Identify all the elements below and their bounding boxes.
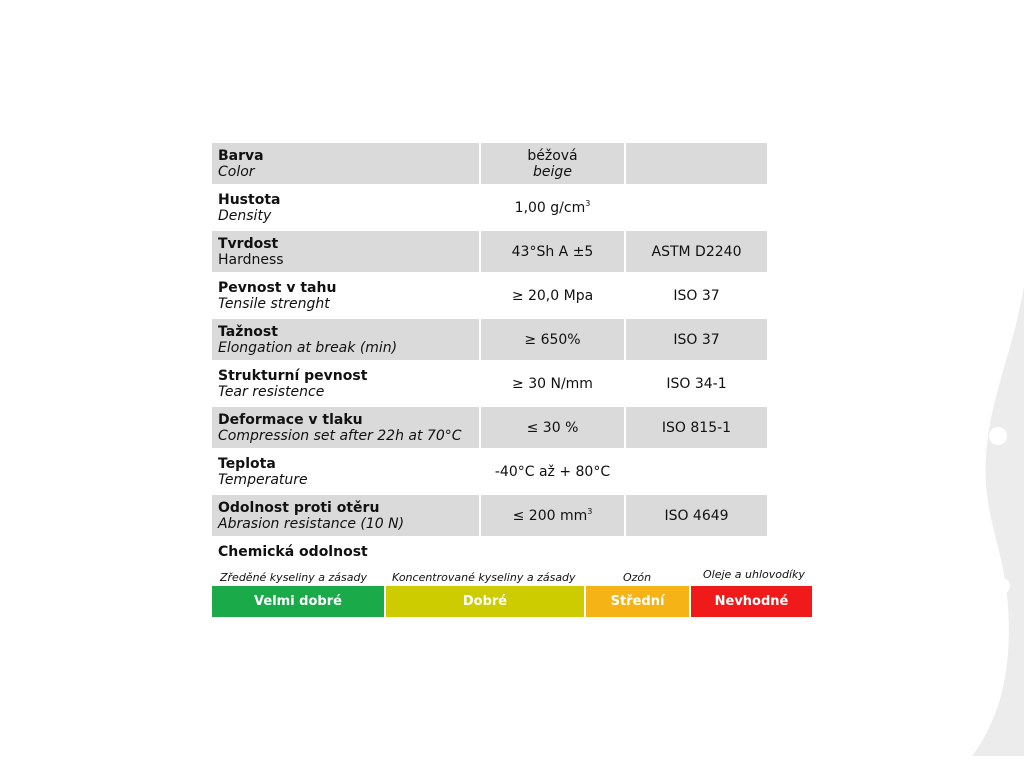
property-row [212, 187, 767, 228]
property-value-text: ≤ 200 mm [512, 507, 588, 524]
property-standard: ASTM D2240 [626, 231, 767, 272]
property-value [481, 464, 624, 480]
media-label-ozone: Ozón [623, 571, 652, 584]
property-value-text: ≥ 20,0 Mpa [511, 287, 594, 304]
rating-good: Dobré [386, 586, 584, 617]
property-value [481, 376, 624, 392]
property-standard [626, 451, 767, 492]
property-value-text: ≥ 650% [524, 331, 581, 348]
property-row [212, 231, 767, 272]
property-standard: ISO 815-1 [626, 407, 767, 448]
property-name-cz: Strukturní pevnost [218, 367, 368, 384]
property-row [212, 143, 767, 184]
property-name-en: Temperature [218, 471, 308, 488]
property-name-en: Density [218, 207, 272, 224]
property-name-cz: Teplota [218, 455, 276, 472]
property-value [481, 288, 624, 304]
property-row [212, 451, 767, 492]
property-name-cz: Tvrdost [218, 235, 279, 252]
property-value-en: beige [533, 163, 572, 180]
property-name-en: Hardness [218, 251, 284, 268]
property-name-cell [212, 363, 481, 404]
property-name-cell [212, 275, 481, 316]
property-name-cell [212, 231, 481, 272]
property-value-text: béžová [527, 147, 578, 164]
property-value-text: ≤ 30 % [526, 419, 579, 436]
property-standard: ISO 37 [626, 275, 767, 316]
rating-unsuitable: Nevhodné [691, 586, 812, 617]
property-name-cell [212, 319, 481, 360]
property-value-cell [481, 407, 626, 448]
rating-medium: Střední [586, 586, 689, 617]
property-row [212, 363, 767, 404]
property-name-cz: Odolnost proti otěru [218, 499, 380, 516]
property-value-text: -40°C až + 80°C [494, 463, 611, 480]
property-value-cell [481, 231, 626, 272]
property-row [212, 319, 767, 360]
property-name-en: Tear resistence [218, 383, 325, 400]
property-row [212, 275, 767, 316]
chemical-rating-bar [212, 586, 812, 617]
property-name-cz: Pevnost v tahu [218, 279, 337, 296]
property-name-cz: Barva [218, 147, 264, 164]
property-value [481, 508, 624, 524]
property-value [481, 244, 624, 260]
brand-watermark [912, 286, 1024, 756]
property-value [481, 200, 624, 216]
property-standard: ISO 4649 [626, 495, 767, 536]
property-name-cell [212, 143, 481, 184]
property-value-text: ≥ 30 N/mm [512, 375, 593, 392]
property-standard [626, 187, 767, 228]
media-label-concentrated-acids: Koncentrované kyseliny a zásady [392, 571, 576, 584]
properties-table [212, 143, 767, 536]
chemical-media-legend [212, 568, 812, 586]
rating-very-good: Velmi dobré [212, 586, 384, 617]
property-value-cell [481, 363, 626, 404]
property-value-cell [481, 187, 626, 228]
property-value [481, 420, 624, 436]
property-name-en: Color [218, 163, 255, 180]
unit-superscript: 3 [585, 198, 591, 208]
property-name-cz: Hustota [218, 191, 281, 208]
property-value [481, 332, 624, 348]
media-label-dilute-acids: Zředěné kyseliny a zásady [220, 571, 367, 584]
material-datasheet [212, 143, 812, 609]
property-name-cz: Tažnost [218, 323, 278, 340]
property-value [481, 148, 624, 164]
unit-superscript: 3 [587, 506, 593, 516]
property-value-cell [481, 319, 626, 360]
property-name-cell [212, 451, 481, 492]
property-value-cell [481, 451, 626, 492]
property-value-cell [481, 143, 626, 184]
property-name-cz: Deformace v tlaku [218, 411, 363, 428]
media-label-oils: Oleje a uhlovodíky [703, 568, 805, 581]
chemical-resistance-title: Chemická odolnost [218, 544, 368, 560]
property-standard [626, 143, 767, 184]
property-value-cell [481, 495, 626, 536]
property-name-cell [212, 495, 481, 536]
property-name-en: Abrasion resistance (10 N) [218, 515, 405, 532]
property-name-en: Compression set after 22h at 70°C [218, 427, 462, 444]
property-value-text: 43°Sh A ±5 [511, 243, 594, 260]
property-name-cell [212, 407, 481, 448]
property-standard: ISO 37 [626, 319, 767, 360]
property-value-cell [481, 275, 626, 316]
property-row [212, 407, 767, 448]
property-name-en: Tensile strenght [218, 295, 330, 312]
property-name-cell [212, 187, 481, 228]
property-standard: ISO 34-1 [626, 363, 767, 404]
property-name-en: Elongation at break (min) [218, 339, 398, 356]
property-row [212, 495, 767, 536]
property-value-text: 1,00 g/cm [514, 199, 586, 216]
